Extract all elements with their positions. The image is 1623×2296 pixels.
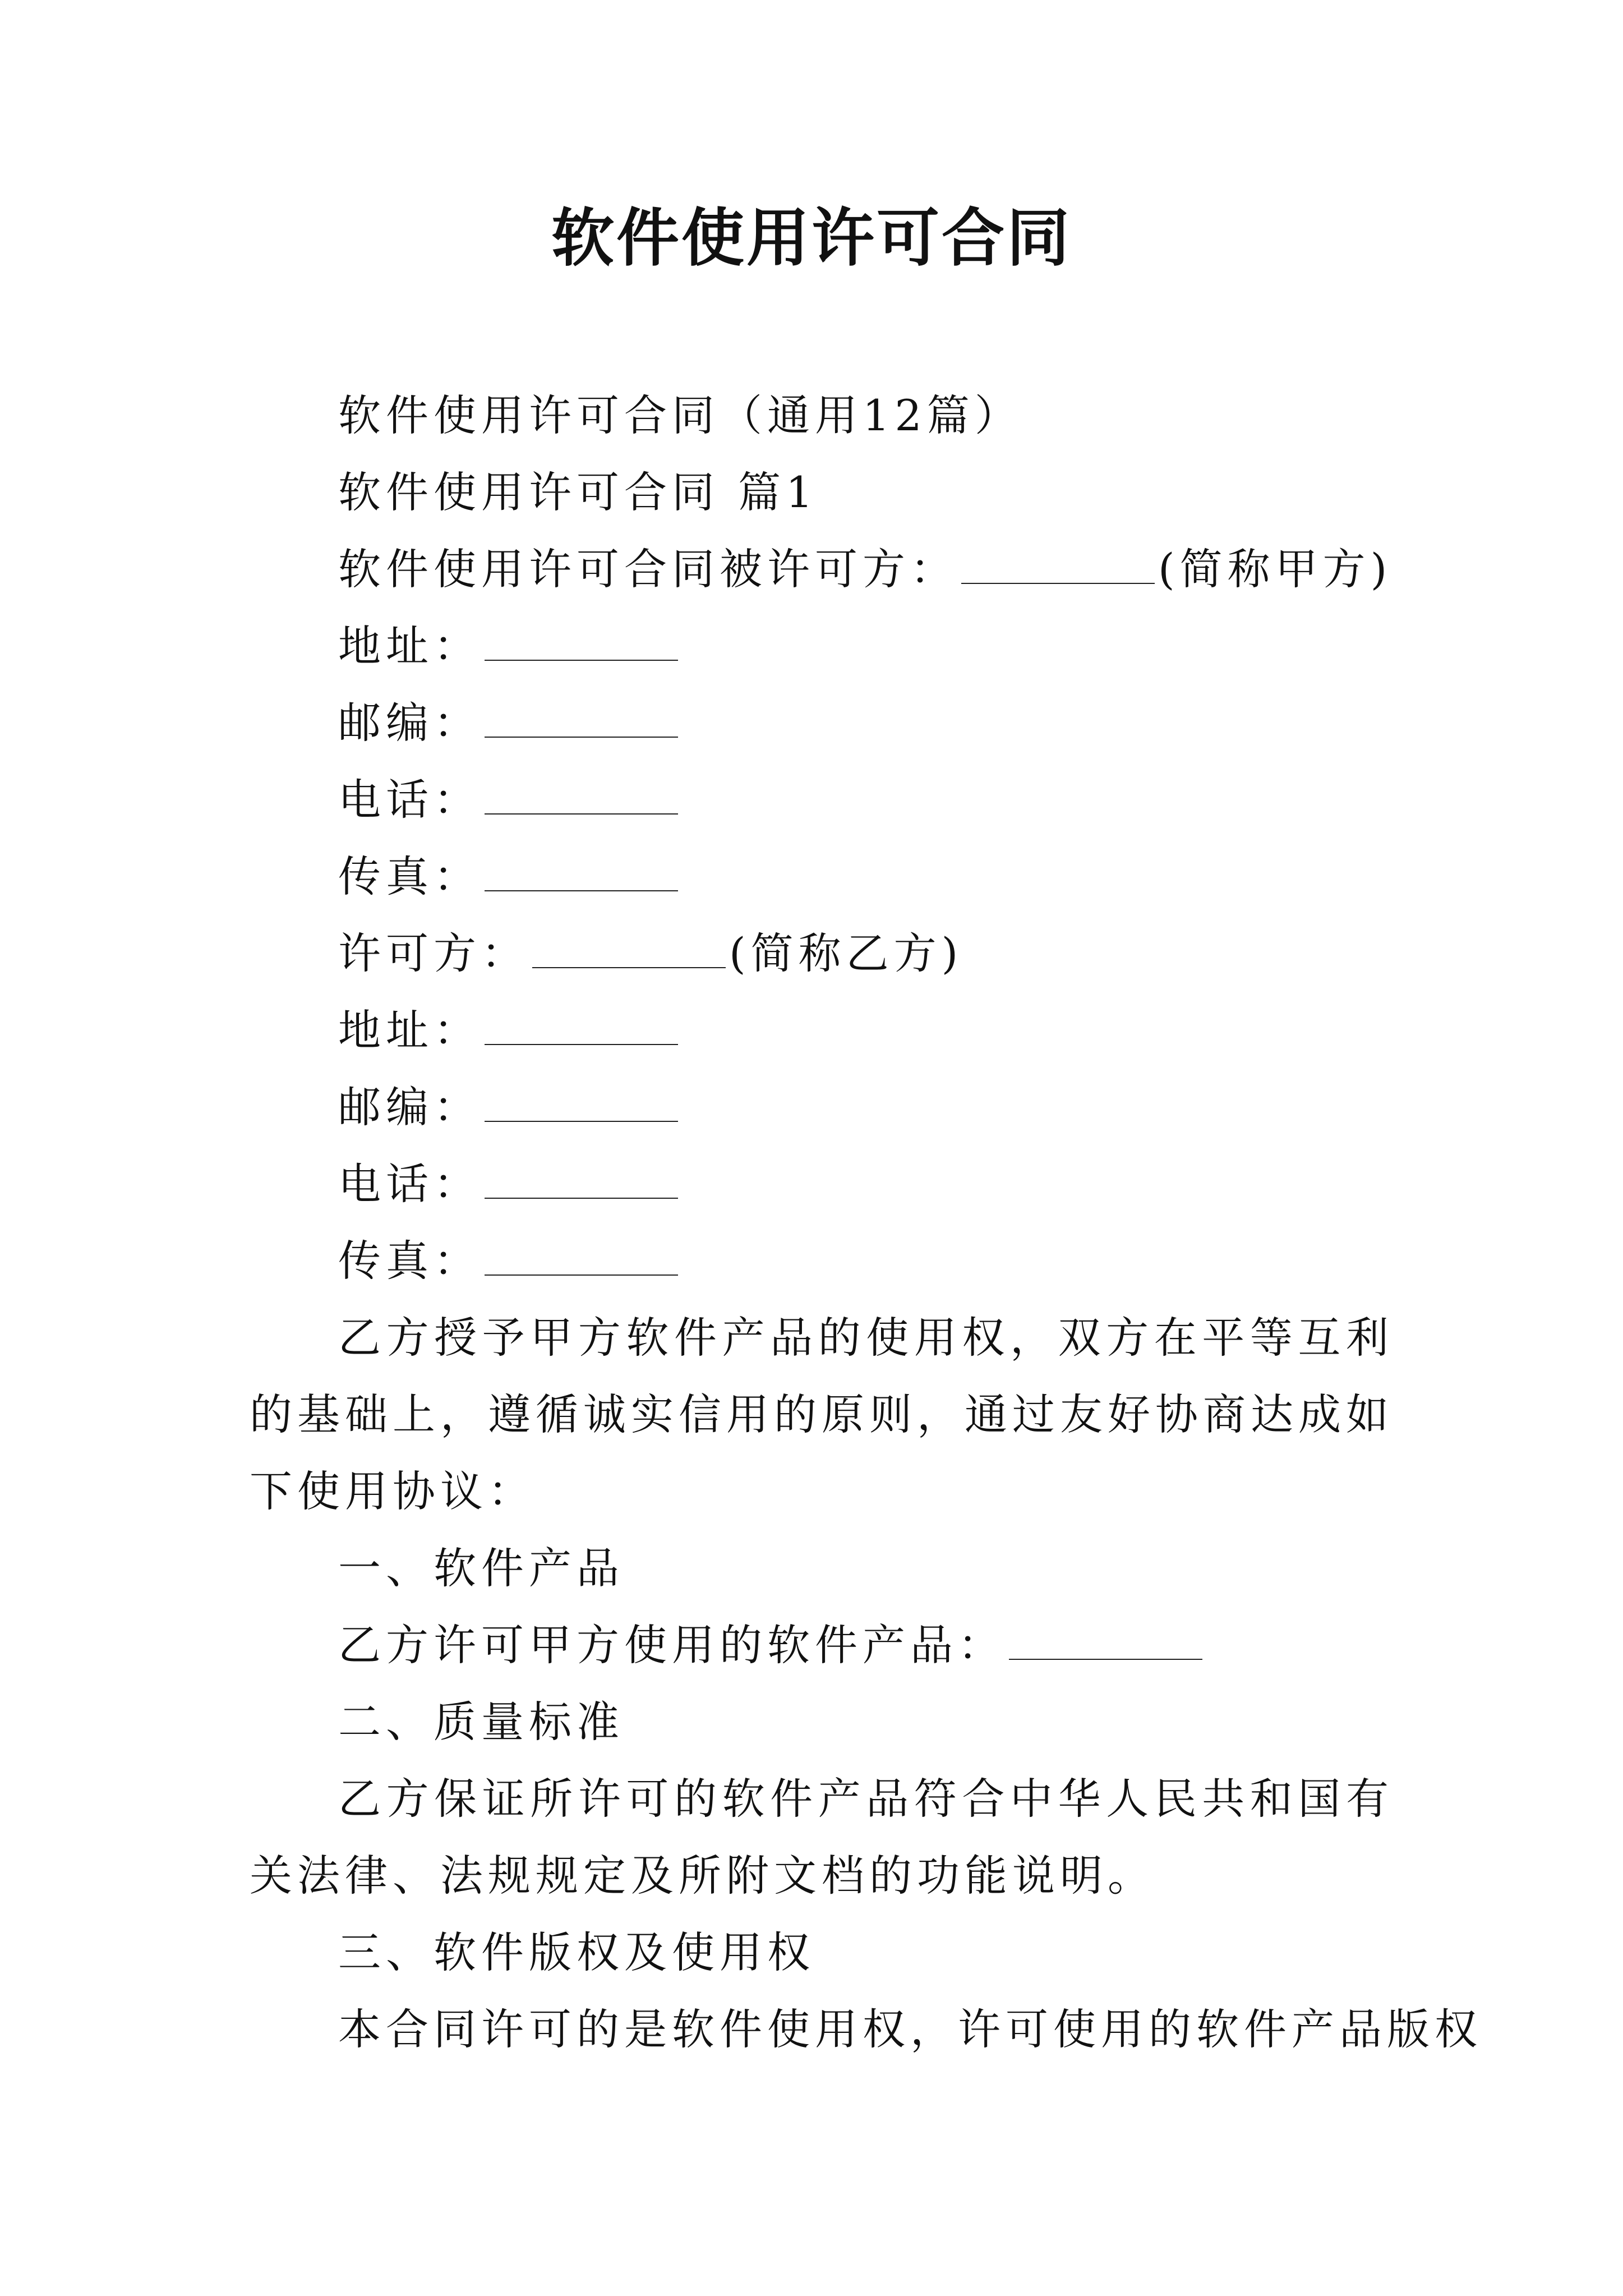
licensee-suffix: (简称甲方) — [1158, 544, 1393, 594]
licensor-suffix: (简称乙方) — [729, 928, 963, 978]
field-label: 邮编： — [338, 1082, 481, 1132]
party-b-postcode-line — [250, 1069, 1394, 1145]
licensor-blank — [532, 933, 726, 968]
document-title: 软件使用许可合同 — [551, 202, 1072, 275]
field-label: 电话： — [338, 775, 481, 825]
party-b-address-line — [250, 992, 1394, 1069]
field-blank — [485, 626, 678, 661]
document-body — [250, 377, 1482, 2068]
clause-2-text: 乙方保证所许可的软件产品符合中华人民共和国有关法律、法规规定及所附文档的功能说明。 — [250, 1774, 1394, 1901]
party-b-fax-line — [250, 1222, 1394, 1299]
field-blank — [485, 703, 678, 738]
field-blank — [485, 1241, 678, 1276]
clause-3-heading: 三、软件版权及使用权 — [338, 1927, 815, 1977]
field-blank — [485, 1164, 678, 1199]
licensor-line — [250, 915, 1394, 992]
licensee-label: 软件使用许可合同被许可方： — [338, 544, 958, 594]
clause-3-text: 本合同许可的是软件使用权，许可使用的软件产品版权 — [338, 2004, 1482, 2054]
field-label: 地址： — [338, 621, 481, 671]
clause-1-heading: 一、软件产品 — [338, 1543, 624, 1593]
licensee-line — [250, 531, 1394, 608]
field-blank — [485, 1010, 678, 1045]
intro-paragraph: 乙方授予甲方软件产品的使用权，双方在平等互利的基础上，遵循诚实信用的原则，通过友好协商达成如下使用协议： — [250, 1313, 1394, 1516]
licensee-blank — [961, 549, 1155, 584]
field-blank — [485, 857, 678, 891]
party-a-fax-line — [250, 838, 1394, 915]
field-label: 电话： — [338, 1159, 481, 1209]
clause-1-blank — [1009, 1625, 1202, 1660]
section-heading: 软件使用许可合同 篇1 — [338, 467, 818, 517]
licensor-label: 许可方： — [338, 928, 529, 978]
clause-1-line — [250, 1607, 1394, 1683]
document-subtitle: 软件使用许可合同（通用12篇） — [338, 390, 1022, 440]
field-label: 传真： — [338, 852, 481, 901]
party-a-address-line — [250, 608, 1394, 684]
party-b-phone-line — [250, 1145, 1394, 1222]
party-a-postcode-line — [250, 684, 1394, 761]
clause-2-heading: 二、质量标准 — [338, 1697, 624, 1747]
field-blank — [485, 780, 678, 815]
field-blank — [485, 1087, 678, 1122]
field-label: 传真： — [338, 1236, 481, 1286]
field-label: 邮编： — [338, 698, 481, 748]
clause-1-text: 乙方许可甲方使用的软件产品： — [338, 1620, 1006, 1670]
field-label: 地址： — [338, 1005, 481, 1055]
party-a-phone-line — [250, 761, 1394, 838]
